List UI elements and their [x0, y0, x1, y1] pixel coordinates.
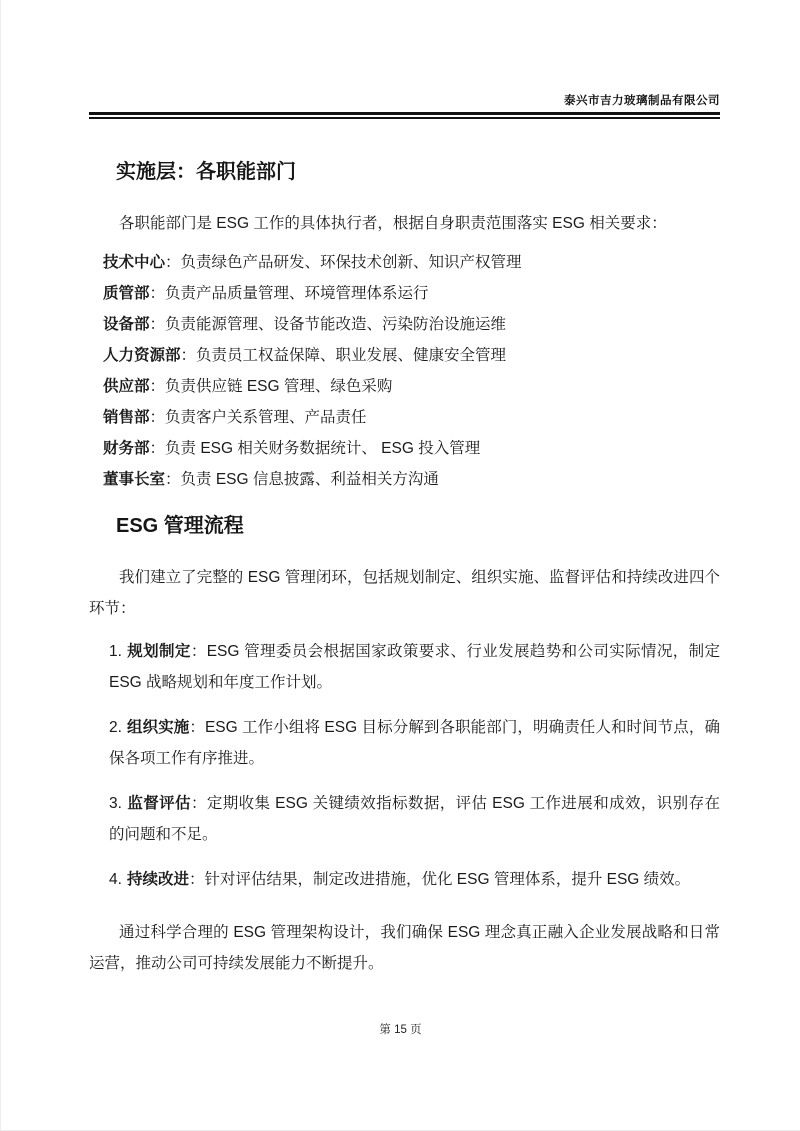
step-description: ESG 工作小组将 ESG 目标分解到各职能部门，明确责任人和时间节点，确保各项工作有序推进。: [109, 719, 720, 767]
department-item: [103, 247, 720, 278]
department-item: [103, 402, 720, 433]
department-duty: 负责供应链 ESG 管理、绿色采购: [165, 378, 393, 395]
step-description: 针对评估结果，制定改进措施，优化 ESG 管理体系，提升 ESG 绩效。: [204, 871, 691, 888]
page-footer: [1, 1021, 800, 1037]
step-number: 3.: [109, 795, 122, 812]
colon: ：: [149, 409, 166, 426]
colon: ：: [165, 471, 181, 488]
header-rule: [89, 112, 720, 119]
process-step: [109, 712, 720, 774]
step-name: 组织实施: [126, 719, 190, 736]
colon: ：: [165, 254, 181, 271]
department-duty: 负责能源管理、设备节能改造、污染防治设施运维: [165, 316, 507, 333]
process-step: [109, 788, 720, 850]
department-item: [103, 309, 720, 340]
department-duty: 负责客户关系管理、产品责任: [165, 409, 367, 426]
department-duty: 负责绿色产品研发、环保技术创新、知识产权管理: [180, 254, 522, 271]
department-item: [103, 278, 720, 309]
step-number: 4.: [109, 871, 122, 888]
process-step: [109, 636, 720, 698]
department-name: 质管部: [103, 285, 150, 302]
process-closing: 通过科学合理的 ESG 管理架构设计，我们确保 ESG 理念真正融入企业发展战略和日常运营，推动公司可持续发展能力不断提升。: [89, 924, 720, 972]
colon: ：: [189, 719, 205, 736]
step-name: 监督评估: [126, 795, 191, 812]
process-step: [109, 864, 720, 895]
step-description: ESG 管理委员会根据国家政策要求、行业发展趋势和公司实际情况，制定 ESG 战略规划和年度工作计划。: [109, 643, 720, 691]
colon: ：: [190, 795, 207, 812]
implementation-heading: 实施层：各职能部门: [116, 161, 296, 183]
colon: ：: [180, 347, 197, 364]
department-name: 财务部: [103, 440, 150, 457]
process-step-list: [89, 636, 720, 895]
process-heading: ESG 管理流程: [116, 515, 244, 537]
department-name: 销售部: [103, 409, 150, 426]
department-name: 董事长室: [103, 471, 166, 488]
colon: ：: [190, 643, 207, 660]
department-name: 人力资源部: [103, 347, 181, 364]
colon: ：: [149, 316, 166, 333]
colon: ：: [188, 871, 205, 888]
department-duty: 负责 ESG 相关财务数据统计、 ESG 投入管理: [165, 440, 481, 457]
department-duty: 负责 ESG 信息披露、利益相关方沟通: [180, 471, 439, 488]
department-item: [103, 433, 720, 464]
colon: ：: [149, 285, 166, 302]
page-header: [1, 0, 800, 119]
colon: ：: [149, 378, 166, 395]
implementation-intro: 各职能部门是 ESG 工作的具体执行者，根据自身职责范围落实 ESG 相关要求：: [119, 215, 667, 232]
page-number: 第 15 页: [379, 1024, 422, 1036]
colon: ：: [149, 440, 166, 457]
department-item: [103, 371, 720, 402]
document-body: [1, 159, 800, 979]
department-name: 技术中心: [103, 254, 166, 271]
company-name: 泰兴市吉力玻璃制品有限公司: [564, 95, 720, 107]
step-number: 1.: [109, 643, 122, 660]
department-name: 设备部: [103, 316, 150, 333]
department-item: [103, 464, 720, 495]
step-name: 规划制定: [126, 643, 191, 660]
process-intro: 我们建立了完整的 ESG 管理闭环，包括规划制定、组织实施、监督评估和持续改进四个环节：: [89, 569, 720, 617]
header-rule-thin: [89, 117, 720, 119]
department-duty: 负责产品质量管理、环境管理体系运行: [165, 285, 429, 302]
step-number: 2.: [109, 719, 122, 736]
department-list: [89, 247, 720, 495]
department-duty: 负责员工权益保障、职业发展、健康安全管理: [196, 347, 507, 364]
step-name: 持续改进: [126, 871, 189, 888]
department-name: 供应部: [103, 378, 150, 395]
step-description: 定期收集 ESG 关键绩效指标数据，评估 ESG 工作进展和成效，识别存在的问题和不足。: [109, 795, 720, 843]
department-item: [103, 340, 720, 371]
